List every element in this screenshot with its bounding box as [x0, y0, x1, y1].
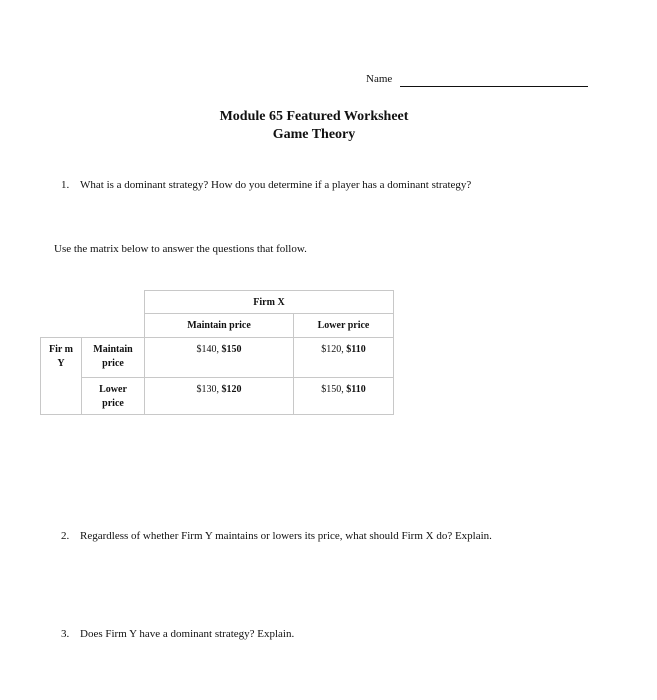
- question-2-text: Regardless of whether Firm Y maintains or lowers its price, what should Firm X do? Explain.: [80, 530, 492, 542]
- question-3-number: 3.: [61, 628, 70, 640]
- payoff-cell: [144, 377, 294, 415]
- name-blank-line: [400, 86, 588, 87]
- worksheet-title: Module 65 Featured Worksheet: [219, 109, 409, 124]
- instruction-text: Use the matrix below to answer the questions that follow.: [54, 243, 307, 255]
- row-header-maintain: Maintain price: [81, 337, 145, 378]
- payoff-cell: [293, 377, 394, 415]
- question-3-text: Does Firm Y have a dominant strategy? Explain.: [80, 628, 295, 640]
- col-header-lower: Lower price: [293, 313, 394, 338]
- payoff-cell: [144, 337, 294, 378]
- firm-x-payoff: $110: [346, 344, 366, 355]
- worksheet-subtitle: Game Theory: [272, 127, 356, 142]
- question-2-number: 2.: [61, 530, 70, 542]
- name-label: Name: [366, 73, 393, 85]
- question-1-text: What is a dominant strategy? How do you determine if a player has a dominant strategy?: [80, 179, 472, 191]
- col-player-header: Firm X: [144, 290, 394, 314]
- firm-x-payoff: $120: [221, 384, 242, 395]
- firm-y-payoff: $150,: [321, 384, 344, 395]
- row-header-lower: Lower price: [81, 377, 145, 415]
- firm-y-payoff: $140,: [196, 344, 219, 355]
- col-header-maintain: Maintain price: [144, 313, 294, 338]
- row-player-header: Fir m Y: [40, 337, 82, 415]
- firm-y-payoff: $130,: [196, 384, 219, 395]
- firm-y-payoff: $120,: [321, 344, 344, 355]
- question-1-number: 1.: [61, 179, 70, 191]
- firm-x-payoff: $110: [346, 384, 366, 395]
- firm-x-payoff: $150: [221, 344, 242, 355]
- payoff-cell: [293, 337, 394, 378]
